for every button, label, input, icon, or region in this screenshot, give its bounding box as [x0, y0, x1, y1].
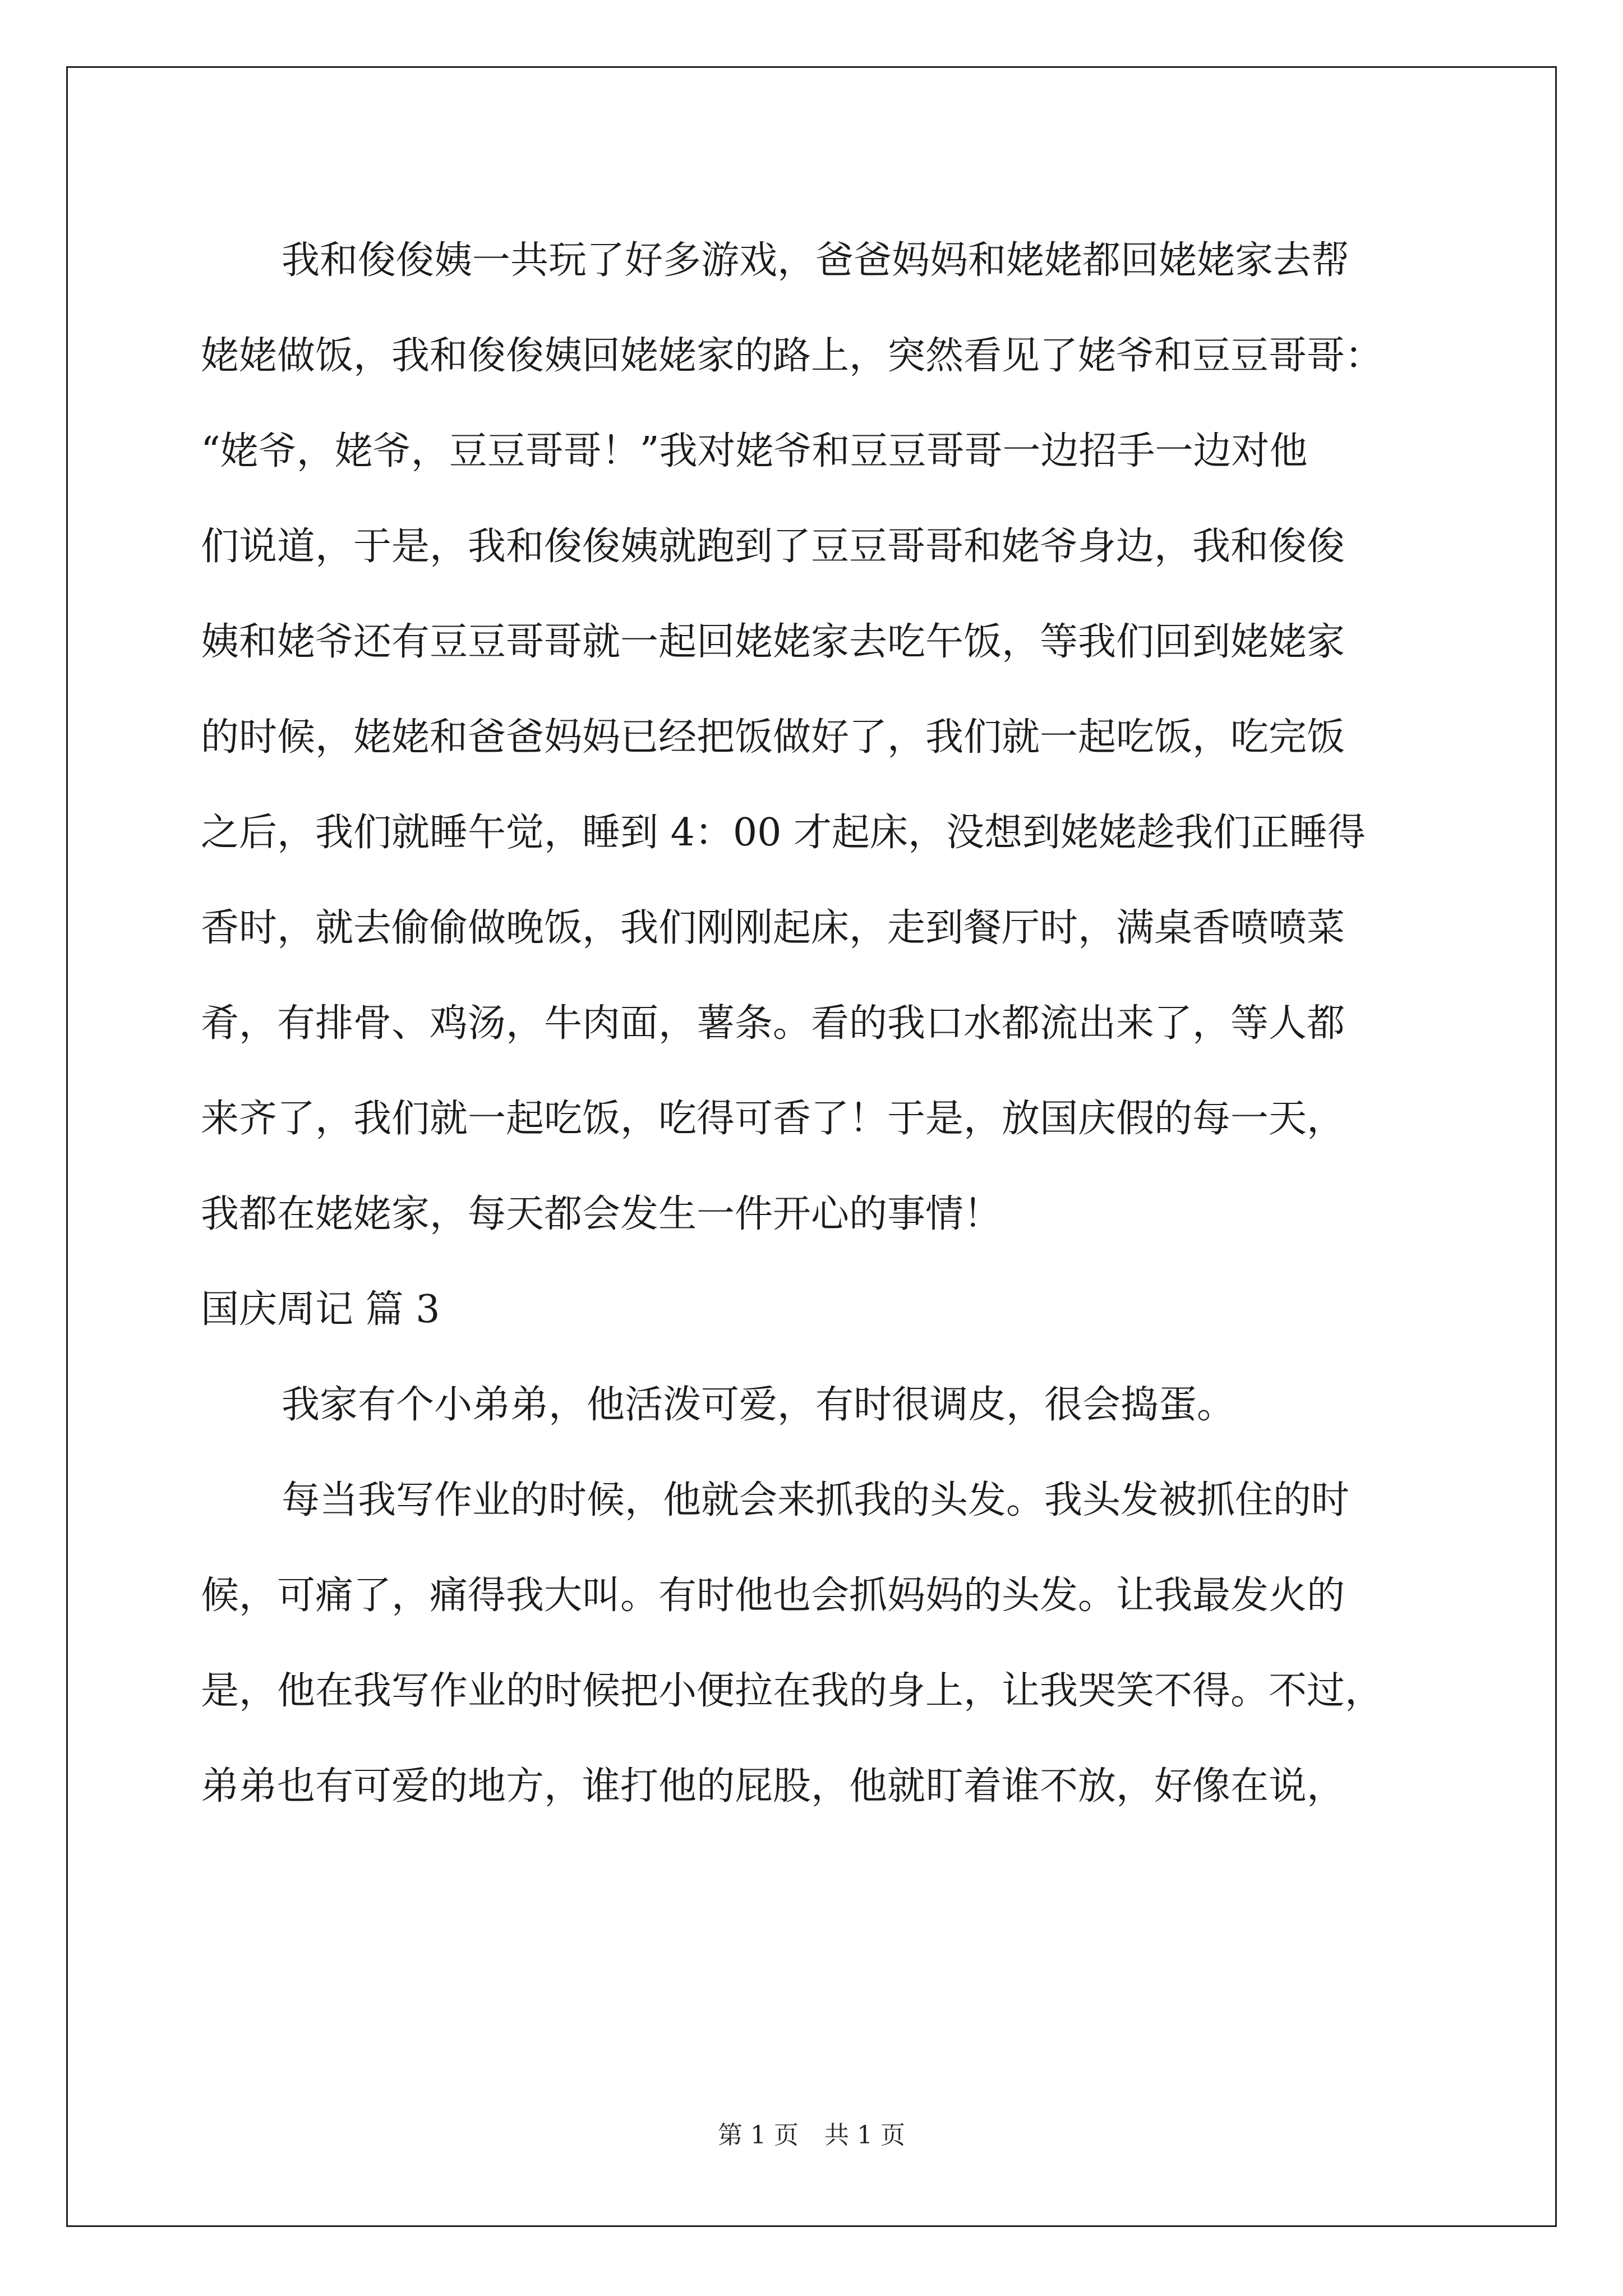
text-line: 姨和姥爷还有豆豆哥哥就一起回姥姥家去吃午饭，等我们回到姥姥家 — [201, 620, 1345, 664]
text-line: 是，他在我写作业的时候把小便拉在我的身上，让我哭笑不得。不过， — [201, 1669, 1384, 1713]
text-line: 我家有个小弟弟，他活泼可爱，有时很调皮，很会捣蛋。 — [282, 1383, 1235, 1427]
text-line: 姥姥做饭，我和俊俊姨回姥姥家的路上，突然看见了姥爷和豆豆哥哥： — [201, 334, 1384, 378]
text-line: 香时，就去偷偷做晚饭，我们刚刚起床，走到餐厅时，满桌香喷喷菜 — [201, 906, 1345, 950]
text-line: 肴，有排骨、鸡汤，牛肉面，薯条。看的我口水都流出来了，等人都 — [201, 1001, 1345, 1046]
paragraph-2 — [201, 1358, 1435, 1453]
document-body — [201, 213, 1435, 1834]
text-line: 来齐了，我们就一起吃饭，吃得可香了！于是，放国庆假的每一天， — [201, 1097, 1345, 1141]
text-line: 们说道，于是，我和俊俊姨就跑到了豆豆哥哥和姥爷身边，我和俊俊 — [201, 524, 1345, 569]
text-line: 候，可痛了，痛得我大叫。有时他也会抓妈妈的头发。让我最发火的 — [201, 1573, 1345, 1618]
text-line: 之后，我们就睡午觉，睡到 4：00 才起床，没想到姥姥趁我们正睡得 — [201, 811, 1366, 855]
text-line: 弟弟也有可爱的地方，谁打他的屁股，他就盯着谁不放，好像在说， — [201, 1764, 1345, 1809]
section-title: 国庆周记 篇 3 — [201, 1287, 440, 1332]
text-line: 每当我写作业的时候，他就会来抓我的头发。我头发被抓住的时 — [282, 1478, 1350, 1522]
page-number: 第 1 页 — [718, 2121, 799, 2150]
page-total: 共 1 页 — [824, 2121, 905, 2150]
paragraph-1 — [201, 213, 1435, 1262]
text-line: 的时候，姥姥和爸爸妈妈已经把饭做好了，我们就一起吃饭，吃完饭 — [201, 715, 1345, 760]
paragraph-3 — [201, 1453, 1435, 1834]
text-line: “姥爷，姥爷，豆豆哥哥！”我对姥爷和豆豆哥哥一边招手一边对他 — [201, 429, 1308, 473]
text-line: 我都在姥姥家，每天都会发生一件开心的事情！ — [201, 1192, 1002, 1236]
page-footer — [0, 2115, 1623, 2151]
text-line: 我和俊俊姨一共玩了好多游戏，爸爸妈妈和姥姥都回姥姥家去帮 — [282, 238, 1350, 283]
